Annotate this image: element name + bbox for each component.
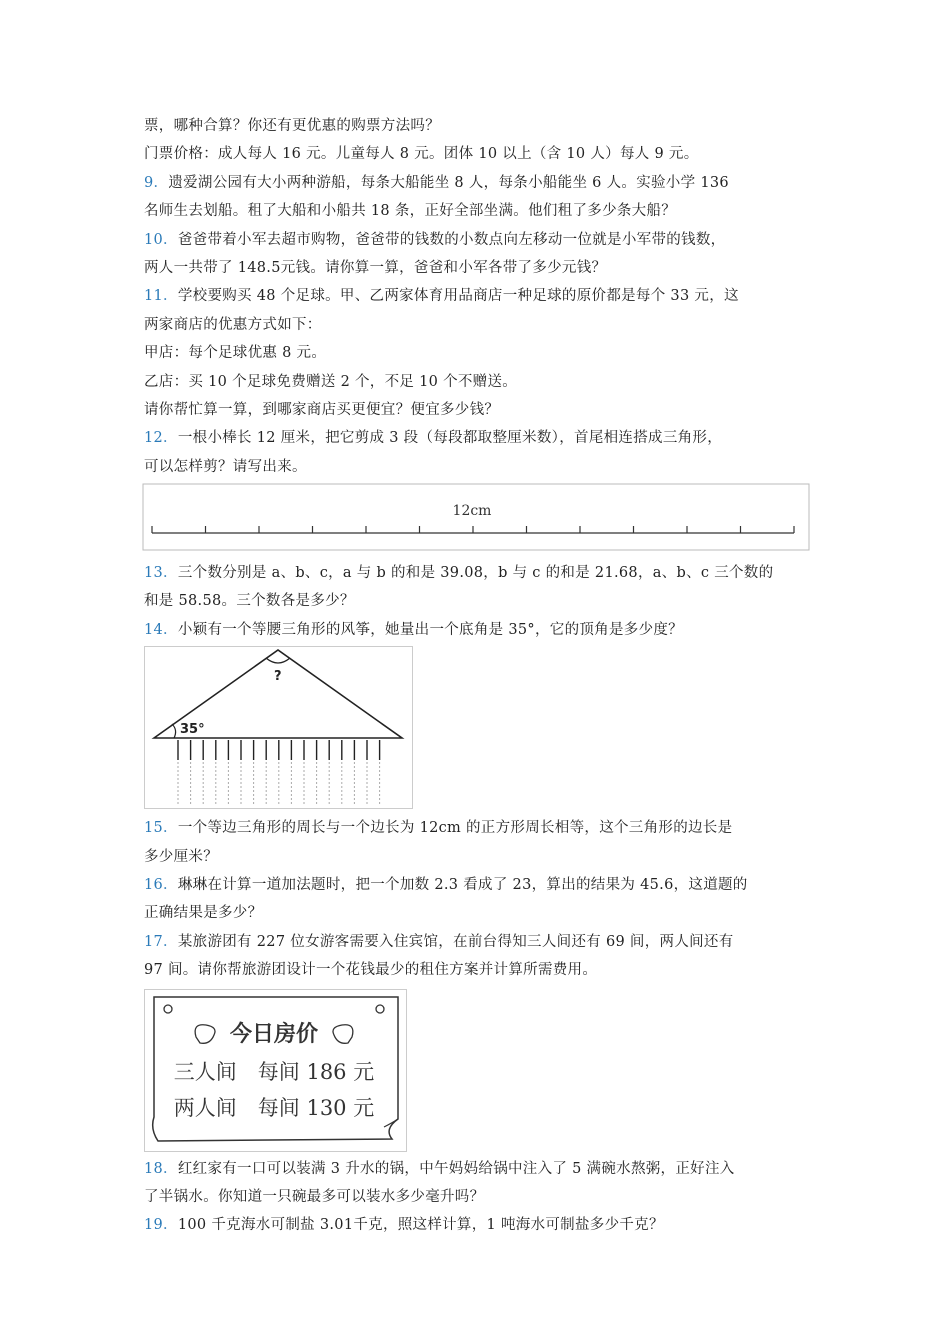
question-18 xyxy=(144,1155,814,1183)
question-text: 红红家有一口可以装满 3 升水的锅，中午妈妈给锅中注入了 5 满碗水熬粥，正好注入 xyxy=(177,1160,735,1177)
angle-label: 35° xyxy=(180,722,205,738)
sign-title: 今日房价 xyxy=(229,1021,319,1047)
question-text: 可以怎样剪？请写出来。 xyxy=(144,458,307,475)
question-17 xyxy=(144,928,814,956)
question-text: 和是 58.58。三个数各是多少？ xyxy=(144,593,355,610)
question-text: 琳琳在计算一道加法题时，把一个加数 2.3 看成了 23，算出的结果为 45.6，这道题的 xyxy=(177,877,748,894)
price-sign-figure xyxy=(144,989,814,1153)
question-number: 14． xyxy=(144,621,178,638)
question-text: 两人一共带了 148.5元钱。请你算一算，爸爸和小军各带了多少元钱？ xyxy=(144,259,607,276)
question-text: 了半锅水。你知道一只碗最多可以装水多少毫升吗？ xyxy=(144,1188,485,1205)
apex-label: ? xyxy=(274,669,282,685)
question-text: 学校要购买 48 个足球。甲、乙两家体育用品商店一种足球的原价都是每个 33 元，这 xyxy=(177,288,739,305)
intro-line: 票，哪种合算？你还有更优惠的购票方法吗？ xyxy=(144,118,440,134)
sign-row-triple: 三人间 每间 186 元 xyxy=(173,1059,375,1084)
question-number: 11． xyxy=(144,288,178,305)
question-number: 10． xyxy=(144,231,178,248)
question-text: 遗爱湖公园有大小两种游船，每条大船能坐 8 人，每条小船能坐 6 人。实验小学 136 xyxy=(168,174,729,191)
question-text: 请你帮忙算一算，到哪家商店买更便宜？便宜多少钱？ xyxy=(144,401,500,418)
ruler-figure xyxy=(142,483,814,553)
question-text: 两家商店的优惠方式如下： xyxy=(144,316,322,333)
question-text: 多少厘米？ xyxy=(144,848,218,865)
question-text: 一个等边三角形的周长与一个边长为 12cm 的正方形周长相等，这个三角形的边长是 xyxy=(177,820,733,837)
worksheet xyxy=(144,112,814,1240)
kite-figure xyxy=(144,646,814,810)
question-number: 16． xyxy=(144,877,178,894)
question-15 xyxy=(144,814,814,842)
question-16 xyxy=(144,871,814,899)
question-14 xyxy=(144,616,814,644)
question-number: 17． xyxy=(144,933,178,950)
question-number: 9． xyxy=(144,174,169,191)
question-number: 19． xyxy=(144,1217,178,1234)
question-text: 乙店：买 10 个足球免费赠送 2 个，不足 10 个不赠送。 xyxy=(144,373,518,390)
question-text: 100 千克海水可制盐 3.01千克，照这样计算，1 吨海水可制盐多少千克？ xyxy=(177,1217,664,1234)
question-text: 名师生去划船。租了大船和小船共 18 条，正好全部坐满。他们租了多少条大船？ xyxy=(144,203,677,220)
question-12 xyxy=(144,424,814,452)
question-text: 小颖有一个等腰三角形的风筝，她量出一个底角是 35°，它的顶角是多少度？ xyxy=(177,621,683,638)
question-number: 12． xyxy=(144,430,178,447)
question-text: 一根小棒长 12 厘米，把它剪成 3 段（每段都取整厘米数），首尾相连搭成三角形， xyxy=(177,430,723,447)
question-text: 正确结果是多少？ xyxy=(144,905,263,922)
price-sign-svg xyxy=(144,989,408,1153)
question-10 xyxy=(144,226,814,254)
question-13 xyxy=(144,559,814,587)
question-9 xyxy=(144,169,814,197)
ticket-prices: 门票价格：成人每人 16 元。儿童每人 8 元。团体 10 以上（含 10 人）每人 9 元。 xyxy=(144,146,699,163)
ruler-svg xyxy=(142,483,812,553)
kite-svg xyxy=(144,646,414,810)
question-number: 13． xyxy=(144,565,178,582)
ruler-label: 12cm xyxy=(452,503,492,520)
question-text: 爸爸带着小军去超市购物，爸爸带的钱数的小数点向左移动一位就是小军带的钱数， xyxy=(177,231,726,248)
sign-row-double: 两人间 每间 130 元 xyxy=(173,1095,375,1120)
question-11 xyxy=(144,282,814,310)
question-text: 三个数分别是 a、b、c，a 与 b 的和是 39.08，b 与 c 的和是 21.68，a、b、c 三个数的 xyxy=(177,565,774,582)
question-text: 甲店：每个足球优惠 8 元。 xyxy=(144,345,327,362)
question-19 xyxy=(144,1211,814,1239)
question-text: 97 间。请你帮旅游团设计一个花钱最少的租住方案并计算所需费用。 xyxy=(144,962,598,979)
question-number: 15． xyxy=(144,820,178,837)
question-number: 18． xyxy=(144,1160,178,1177)
question-text: 某旅游团有 227 位女游客需要入住宾馆，在前台得知三人间还有 69 间，两人间还有 xyxy=(177,933,734,950)
